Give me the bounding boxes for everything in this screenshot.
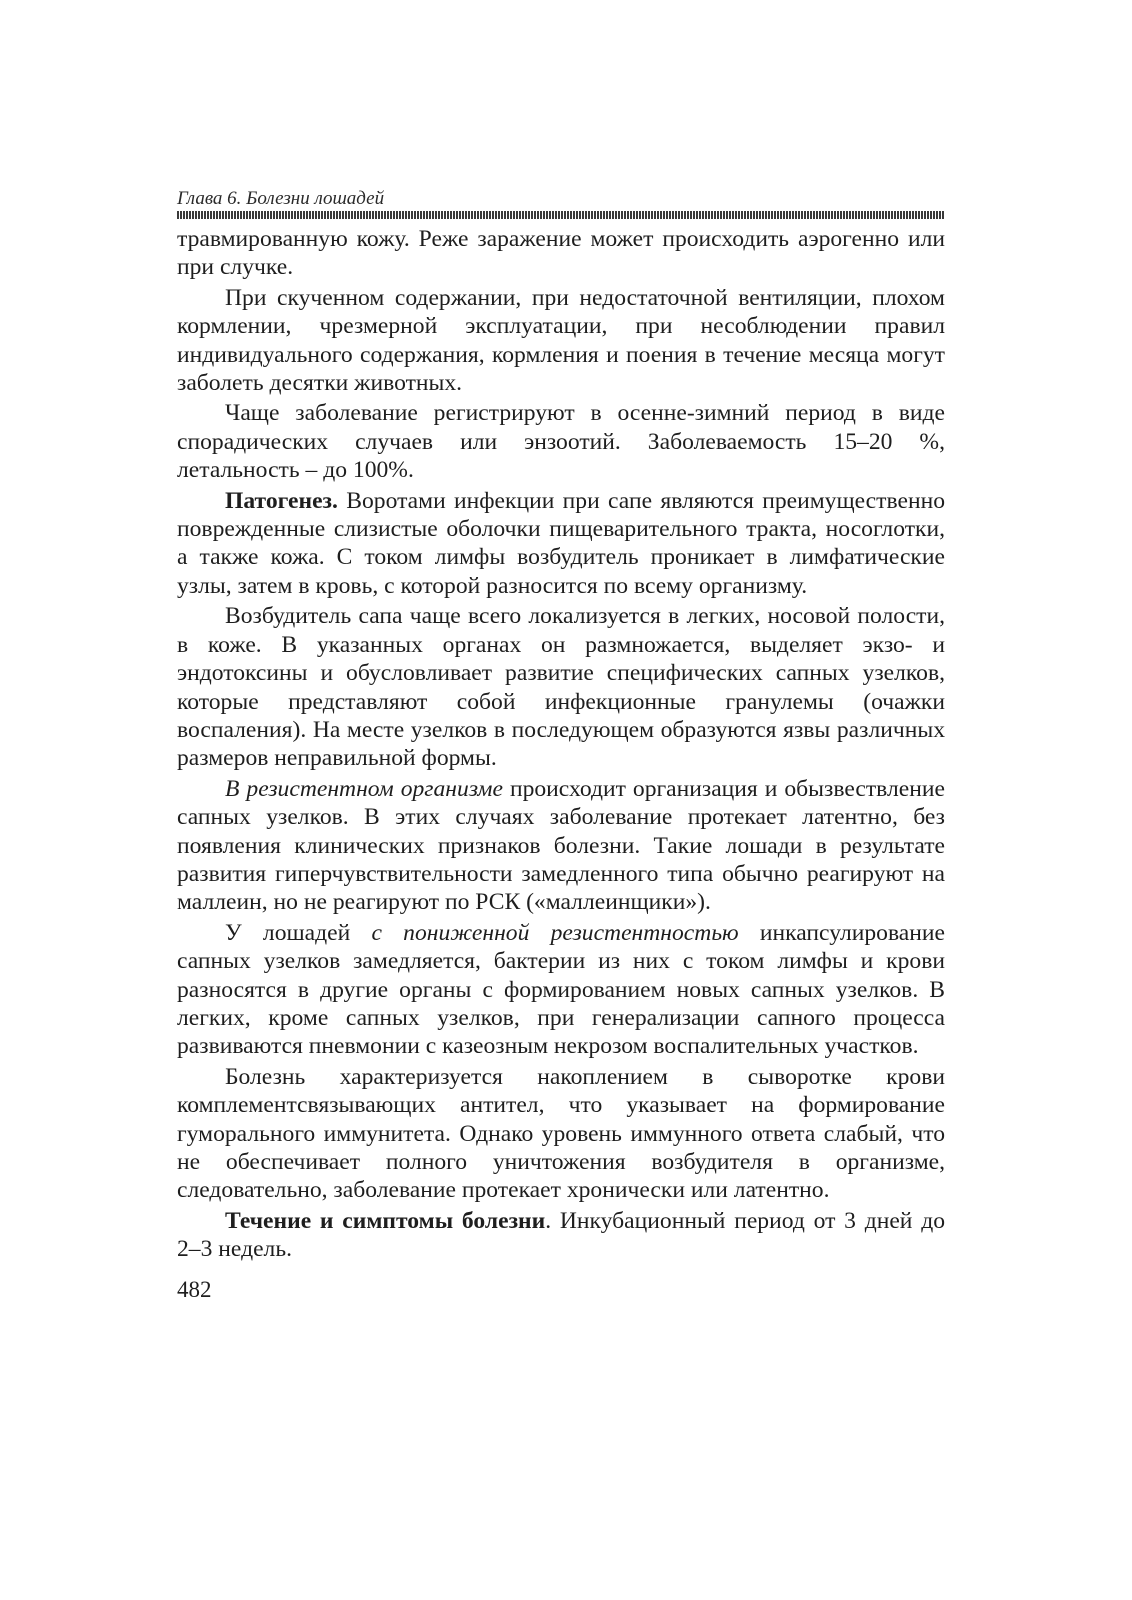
- paragraph-text: Чаще заболевание регистрируют в осенне-зимний период в виде спорадических случаев или энзоотий. Заболеваемость 15–20 %, летальность – до 100%.: [177, 400, 945, 484]
- paragraph-text: травмированную кожу. Реже заражение может происходить аэрогенно или при случке.: [177, 226, 945, 281]
- paragraph-course-symptoms: [177, 1207, 945, 1264]
- running-head: Глава 6. Болезни лошадей: [177, 188, 385, 209]
- paragraph-text-pre: У лошадей: [225, 919, 372, 946]
- section-heading-course-symptoms: Течение и симптомы болезни: [225, 1207, 546, 1234]
- paragraph-text: происходит организация и обызвествление сапных узелков. В этих случаях заболевание протекает латентно, без появления клинических признаков болезни. Такие лошади в результате развития гиперчувствительности замедленного типа обычно реагируют на маллеин, но не реагируют по РСК («маллеинщики»).: [177, 775, 945, 916]
- page-number: 482: [177, 1276, 212, 1302]
- paragraph-text: Возбудитель сапа чаще всего локализуется в легких, носовой полости, в коже. В указанных органах он размножается, выделяет экзо- и эндотоксины и обусловливает развитие специфических сапных узелков, которые представляют собой инфекционные гранулемы (очажки воспаления). На месте узелков в последующем образуются язвы различных размеров неправильной формы.: [177, 603, 945, 772]
- paragraph-text: Болезнь характеризуется накоплением в сыворотке крови комплементсвязывающих антител, что указывает на формирование гуморального иммунитета. Однако уровень иммунного ответа слабый, что не обеспечивает полного уничтожения возбудителя в организме, следовательно, заболевание протекает хронически или латентно.: [177, 1063, 945, 1204]
- paragraph: [177, 399, 945, 484]
- paragraph: [177, 602, 945, 772]
- book-page: [177, 188, 945, 1304]
- paragraph-continuation: [177, 225, 945, 282]
- paragraph-text: . Инкубационный период от 3 дней до 2–3 недель.: [177, 1207, 945, 1263]
- paragraph: [177, 919, 945, 1061]
- header-rule: [177, 211, 945, 219]
- paragraph: [177, 1063, 945, 1205]
- italic-phrase: В резистентном организме: [225, 775, 503, 802]
- paragraph-text: Воротами инфекции при сапе являются преимущественно поврежденные слизистые оболочки пищеварительного тракта, носоглотки, а также кожа. С током лимфы возбудитель проникает в лимфатические узлы, затем в кровь, с которой разносится по всему организму.: [177, 487, 945, 599]
- paragraph-text: инкапсулирование сапных узелков замедляется, бактерии из них с током лимфы и крови разносятся в другие органы с формированием новых сапных узелков. В легких, кроме сапных узелков, при генерализации сапного процесса развиваются пневмонии с казеозным некрозом воспалительных участков.: [177, 919, 945, 1060]
- body-text: [177, 225, 945, 1264]
- italic-phrase: с пониженной резистентностью: [371, 919, 739, 946]
- paragraph-text: При скученном содержании, при недостаточной вентиляции, плохом кормлении, чрезмерной эксплуатации, при несоблюдении правил индивидуального содержания, кормления и поения в течение месяца могут заболеть десятки животных.: [177, 284, 945, 397]
- paragraph: [177, 284, 945, 398]
- section-heading-pathogenesis: Патогенез.: [225, 487, 338, 514]
- paragraph-pathogenesis: [177, 487, 945, 601]
- paragraph: [177, 775, 945, 917]
